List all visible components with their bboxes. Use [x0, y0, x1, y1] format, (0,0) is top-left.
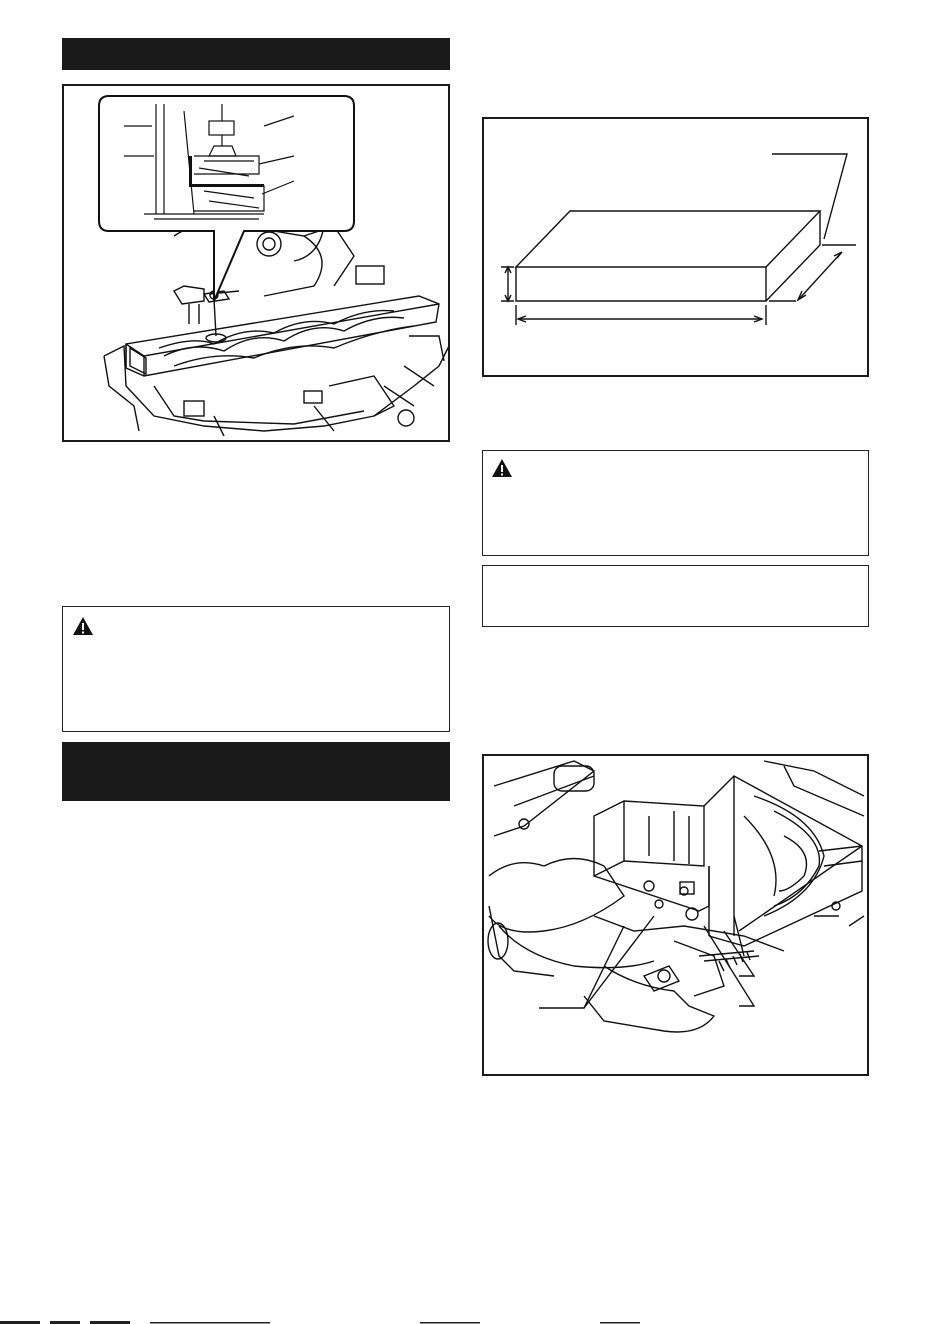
fence-facing-illustration	[484, 756, 867, 1074]
warning-triangle-icon	[491, 458, 513, 478]
detail-inset-balloon	[99, 96, 354, 301]
workpiece-block-diagram	[484, 119, 867, 375]
figure-workpiece-dimensions	[482, 117, 869, 377]
figure-fence-with-wood-facing	[482, 754, 869, 1076]
page-bottom-edge-marks	[0, 1318, 933, 1324]
section-header-1	[62, 38, 450, 70]
warning-triangle-icon	[72, 616, 94, 636]
warning-box-2	[482, 450, 869, 556]
miter-saw-with-vise-illustration	[64, 86, 448, 440]
section-header-2	[62, 742, 450, 801]
figure-vise-holding-workpiece	[62, 84, 450, 442]
warning-box-1	[62, 606, 450, 732]
note-box	[482, 565, 869, 627]
